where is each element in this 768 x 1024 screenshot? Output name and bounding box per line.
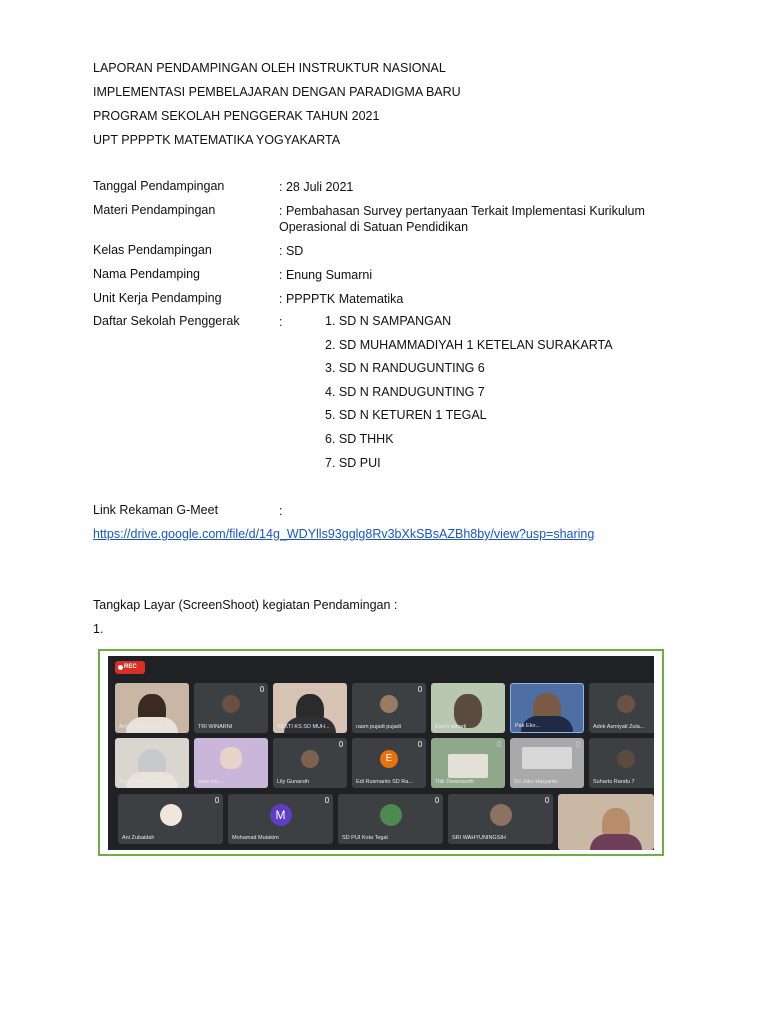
participant-tile [118,794,223,844]
participant-avatar [160,804,182,826]
participant-tile [115,738,189,788]
report-title-line-3: PROGRAM SEKOLAH PENGGERAK TAHUN 2021 [93,109,380,123]
participant-tile [510,738,584,788]
school-item: 3. SD N RANDUGUNTING 6 [325,361,485,375]
field-label: Link Rekaman G-Meet [93,503,219,517]
participant-name: YEKTI KS SD MUH... [277,724,330,730]
participant-avatar-letter: M [270,804,292,826]
report-title-line-4: UPT PPPPTK MATEMATIKA YOGYAKARTA [93,133,341,147]
participant-name: Titik Dewinarsih [435,779,474,785]
field-value [279,203,679,235]
mic-muted-icon [418,741,422,747]
participant-tile [338,794,443,844]
participant-tile [448,794,553,844]
participant-name: Ani Zubaidah [122,835,155,841]
participant-tile [431,683,505,733]
participant-avatar [490,804,512,826]
screenshot-number: 1. [93,622,104,636]
participant-name: Sri Joko Haryanto [514,779,558,785]
participant-tile [589,683,654,733]
field-value: : 28 Juli 2021 [279,180,354,194]
participant-tile [352,683,426,733]
participant-tile [194,738,268,788]
participant-name: SRI WAHYUNINGSIH [452,835,506,841]
field-label: Nama Pendamping [93,267,201,281]
participant-photo [454,694,482,728]
mic-muted-icon [325,797,329,803]
participant-tile [228,794,333,844]
participant-photo [448,754,488,778]
participant-name: Afrani Werdhani... [119,779,163,785]
screenshot-caption: Tangkap Layar (ScreenShoot) kegiatan Pendamingan : [93,598,398,612]
mic-muted-icon [497,741,501,747]
participant-tile [431,738,505,788]
participant-name: SD PUI Kota Tegal [342,835,388,841]
meet-screenshot-frame [98,649,664,856]
participant-tile [589,738,654,788]
mic-muted-icon [576,741,580,747]
school-item: 7. SD PUI [325,456,381,470]
participant-avatar [617,695,635,713]
participant-name: raam pujadi pujadi [356,724,401,730]
meet-screenshot [108,656,654,850]
participant-name: Anjiia Ratna Dewi [119,724,163,730]
field-value-line-1: : Pembahasan Survey pertanyaan Terkait Implementasi Kurikulum [279,204,645,218]
participant-tile [273,738,347,788]
mic-muted-icon [339,741,343,747]
field-value-line-2: Operasional di Satuan Pendidikan [279,220,469,234]
field-label: Tanggal Pendampingan [93,179,225,193]
participant-tile [352,738,426,788]
participant-name: Pak Eko... [515,723,541,729]
mic-muted-icon [260,741,264,747]
participant-photo [220,747,242,769]
participant-avatar-letter: E [380,750,398,768]
field-value: : [279,315,283,329]
field-label: Materi Pendampingan [93,203,216,217]
field-value: : Enung Sumarni [279,268,373,282]
field-value: : [279,504,283,518]
participant-avatar [301,750,319,768]
recording-badge: REC [115,661,145,674]
school-item: 4. SD N RANDUGUNTING 7 [325,385,485,399]
participant-name: Lily Gunarsih [277,779,310,785]
participant-avatar [222,695,240,713]
mic-muted-icon [545,797,549,803]
school-item: 5. SD N KETUREN 1 TEGAL [325,408,487,422]
participant-name: Esem winarti [435,724,467,730]
participant-avatar [380,804,402,826]
mic-muted-icon [418,686,422,692]
participant-avatar [380,695,398,713]
participant-name: TRI WINARNI [198,724,233,730]
mic-muted-icon [215,797,219,803]
recording-link[interactable]: https://drive.google.com/file/d/14g_WDYlls93gglg8Rv3bXkSBsAZBh8by/view?usp=sharing [93,527,595,541]
field-value: : SD [279,244,304,258]
report-title-line-1: LAPORAN PENDAMPINGAN OLEH INSTRUKTUR NASIONAL [93,61,446,75]
participant-tile [194,683,268,733]
participant-name: Suharto Randu 7 [593,779,635,785]
participant-avatar [617,750,635,768]
mic-muted-icon [435,797,439,803]
report-title-line-2: IMPLEMENTASI PEMBELAJARAN DENGAN PARADIGMA BARU [93,85,461,99]
field-label: Kelas Pendampingan [93,243,212,257]
participant-tile [558,794,654,850]
field-label: Daftar Sekolah Penggerak [93,314,240,328]
participant-name: Adek Asmiyati Zula... [593,724,645,730]
participant-name: Edi Rusmanto SD Ra... [356,779,413,785]
participant-photo [590,834,642,850]
participant-tile [115,683,189,733]
field-value: : PPPPTK Matematika [279,292,404,306]
participant-photo [522,747,572,769]
participant-tile [510,683,584,733]
mic-muted-icon [497,686,501,692]
school-item: 1. SD N SAMPANGAN [325,314,452,328]
school-item: 6. SD THHK [325,432,394,446]
field-label: Unit Kerja Pendamping [93,291,222,305]
school-item: 2. SD MUHAMMADIYAH 1 KETELAN SURAKARTA [325,338,613,352]
mic-muted-icon [260,686,264,692]
participant-tile [273,683,347,733]
participant-name: Mohamad Mutakim [232,835,279,841]
participant-name: arso mu... [198,779,223,785]
